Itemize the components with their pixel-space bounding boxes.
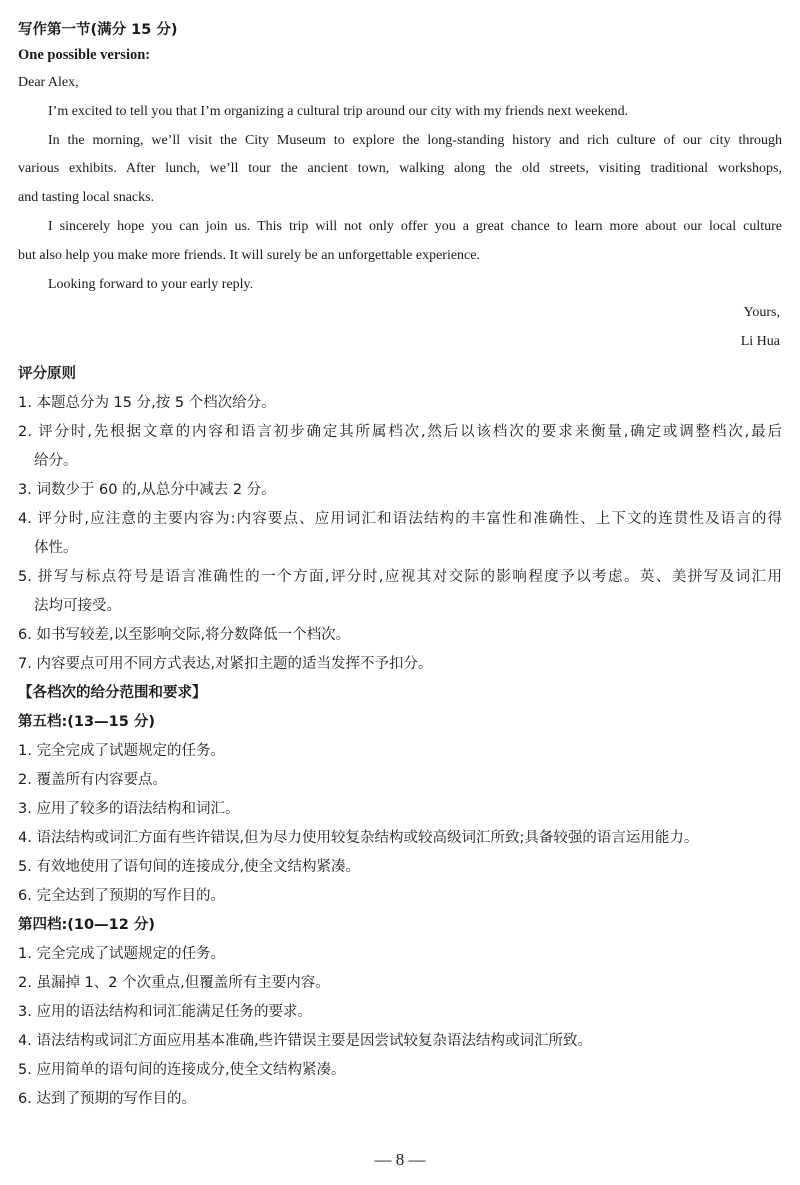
letter-paragraph-3-line-2: but also help you make more friends. It will surely be an unforgettable experience. xyxy=(18,248,480,263)
version-label: One possible version: xyxy=(18,47,151,63)
band-4-item-3: 3. 应用的语法结构和词汇能满足任务的要求。 xyxy=(18,1004,312,1020)
band-5-item-6: 6. 完全达到了预期的写作目的。 xyxy=(18,888,225,904)
band-4-item-5: 5. 应用简单的语句间的连接成分,使全文结构紧凑。 xyxy=(18,1062,346,1078)
band-4-item-6: 6. 达到了预期的写作目的。 xyxy=(18,1091,196,1107)
band-5-item-5: 5. 有效地使用了语句间的连接成分,使全文结构紧凑。 xyxy=(18,859,361,875)
letter-paragraph-1: I’m excited to tell you that I’m organizing a cultural trip around our city with my friends next weekend. xyxy=(48,104,629,119)
letter-signature: Li Hua xyxy=(740,334,780,349)
letter-paragraph-3-line-1: I sincerely hope you can join us. This trip will not only offer you a great chance to learn more about our local culture xyxy=(48,219,782,234)
band-5-item-2: 2. 覆盖所有内容要点。 xyxy=(18,772,167,788)
principle-item-3: 3. 词数少于 60 的,从总分中减去 2 分。 xyxy=(18,482,276,498)
band-5-title: 第五档:(13—15 分) xyxy=(18,714,155,730)
page-number: — 8 — xyxy=(374,1150,426,1169)
principle-item-5-line-2: 法均可接受。 xyxy=(34,598,121,614)
principle-item-2-line-2: 给分。 xyxy=(34,453,78,469)
bands-title: 【各档次的给分范围和要求】 xyxy=(18,685,207,701)
letter-paragraph-4: Looking forward to your early reply. xyxy=(48,277,254,292)
band-5-item-3: 3. 应用了较多的语法结构和词汇。 xyxy=(18,801,240,817)
band-4-item-1: 1. 完全完成了试题规定的任务。 xyxy=(18,946,225,962)
band-4-item-4: 4. 语法结构或词汇方面应用基本准确,些许错误主要是因尝试较复杂语法结构或词汇所致。 xyxy=(18,1033,593,1049)
section-title: 写作第一节(满分 15 分) xyxy=(18,22,178,38)
letter-paragraph-2-line-1: In the morning, we’ll visit the City Museum to explore the long-standing history and rich culture of our city through xyxy=(48,133,782,148)
letter-paragraph-2-line-3: and tasting local snacks. xyxy=(18,190,155,205)
letter-paragraph-2-line-2: various exhibits. After lunch, we’ll tour the ancient town, walking along the old streets, visiting traditional workshops, xyxy=(18,161,782,176)
band-4-item-2: 2. 虽漏掉 1、2 个次重点,但覆盖所有主要内容。 xyxy=(18,975,330,991)
principle-item-4-line-1: 4. 评分时,应注意的主要内容为:内容要点、应用词汇和语法结构的丰富性和准确性、上下文的连贯性及语言的得 xyxy=(18,511,782,527)
principle-item-6: 6. 如书写较差,以至影响交际,将分数降低一个档次。 xyxy=(18,627,351,643)
letter-closing: Yours, xyxy=(743,305,780,320)
principle-item-7: 7. 内容要点可用不同方式表达,对紧扣主题的适当发挥不予扣分。 xyxy=(18,656,433,672)
letter-salutation: Dear Alex, xyxy=(18,75,79,90)
principle-item-2-line-1: 2. 评分时,先根据文章的内容和语言初步确定其所属档次,然后以该档次的要求来衡量,确定或调整档次,最后 xyxy=(18,424,782,440)
band-4-title: 第四档:(10—12 分) xyxy=(18,917,155,933)
principles-title: 评分原则 xyxy=(18,366,76,382)
principle-item-5-line-1: 5. 拼写与标点符号是语言准确性的一个方面,评分时,应视其对交际的影响程度予以考虑。英、美拼写及词汇用 xyxy=(18,569,782,585)
band-5-item-4: 4. 语法结构或词汇方面有些许错误,但为尽力使用较复杂结构或较高级词汇所致;具备较强的语言运用能力。 xyxy=(18,830,699,846)
principle-item-4-line-2: 体性。 xyxy=(34,540,78,556)
band-5-item-1: 1. 完全完成了试题规定的任务。 xyxy=(18,743,225,759)
principle-item-1: 1. 本题总分为 15 分,按 5 个档次给分。 xyxy=(18,395,276,411)
